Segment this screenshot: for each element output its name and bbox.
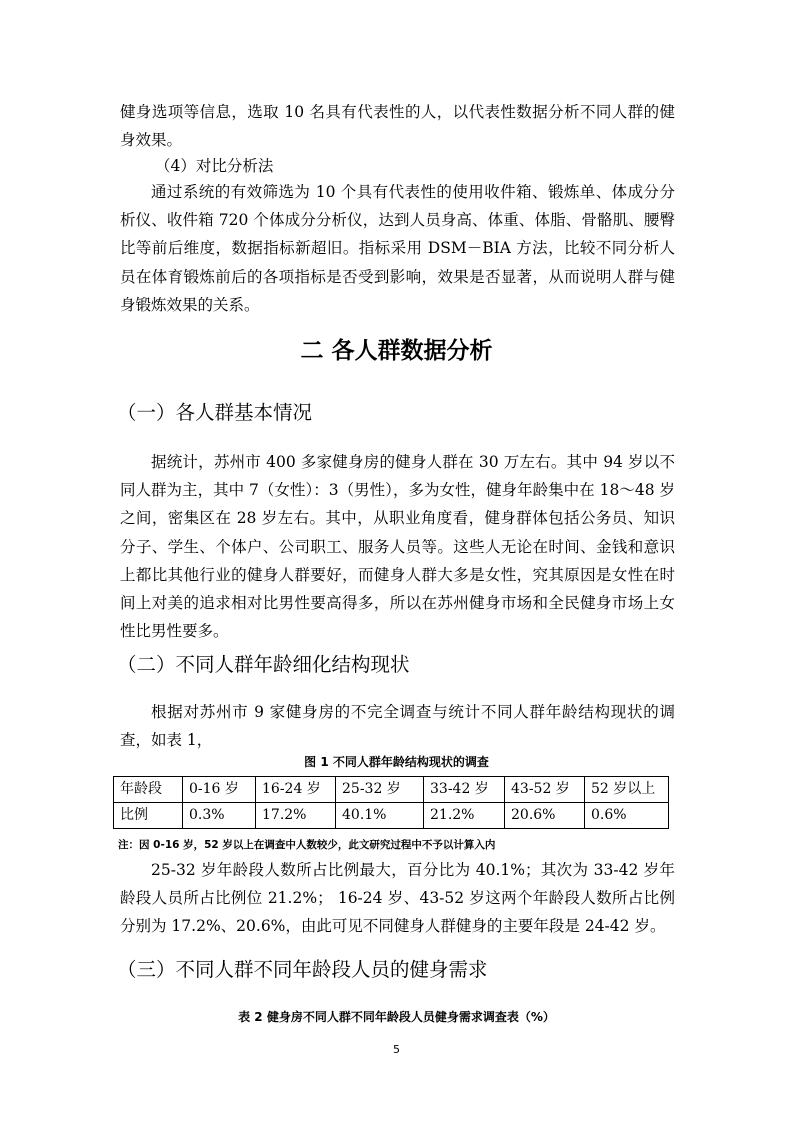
table-cell: 33-42 岁 (424, 777, 505, 803)
table-cell: 16-24 岁 (256, 777, 336, 803)
table-note: 注：因 0-16 岁，52 岁以上在调查中人数较少，此文研究过程中不予以计算入内 (118, 839, 496, 851)
table-cell: 0-16 岁 (183, 777, 256, 803)
table-row-label: 年龄段 (114, 777, 183, 803)
table-cell: 40.1% (336, 803, 424, 829)
chapter-title: 二 各人群数据分析 (300, 338, 493, 364)
table-cell: 21.2% (424, 803, 505, 829)
table-header-row (114, 777, 669, 803)
intro-paragraph: 健身选项等信息，选取 10 名具有代表性的人，以代表性数据分析不同人群的健身效果。 (120, 103, 675, 150)
table-cell: 17.2% (256, 803, 336, 829)
section3-title: （三）不同人群不同年龄段人员的健身需求 (117, 958, 488, 981)
table-row (114, 803, 669, 829)
method4-title: （4）对比分析法 (155, 157, 274, 175)
section2-title: （二）不同人群年龄细化结构现状 (117, 653, 410, 676)
table-cell: 0.6% (585, 803, 669, 829)
table-cell: 25-32 岁 (336, 777, 424, 803)
figure-caption: 图 1 不同人群年龄结构现状的调查 (304, 755, 489, 769)
method4-paragraph: 通过系统的有效筛选为 10 个具有代表性的使用收件箱、锻炼单、体成分分析仪、收件箱 720 个体成分分析仪，达到人员身高、体重、体脂、骨骼肌、腰臀比等前后维度，数据指标新超旧。指标采用 DSM－BIA 方法，比较不同分析人员在体育锻炼前后的各项指标是否受到影响，效果是否显著，从而说明人群与健身锻炼效果的关系。 (120, 183, 675, 314)
table-cell: 0.3% (183, 803, 256, 829)
table-cell: 20.6% (505, 803, 585, 829)
table-row-label: 比例 (114, 803, 183, 829)
section1-title: （一）各人群基本情况 (117, 401, 313, 424)
age-structure-table (113, 776, 669, 829)
table2-caption: 表 2 健身房不同人群不同年龄段人员健身需求调查表（%） (238, 1010, 555, 1024)
page-number: 5 (393, 1043, 400, 1056)
analysis-paragraph: 25-32 岁年龄段人数所占比例最大，百分比为 40.1%；其次为 33-42 岁年龄段人员所占比例位 21.2%； 16-24 岁、43-52 岁这两个年龄段人数所占比例分别为 17.2%、20.6%，由此可见不同健身人群健身的主要年段是 24-42 岁。 (120, 861, 675, 936)
section2-paragraph: 根据对苏州市 9 家健身房的不完全调查与统计不同人群年龄结构现状的调查，如表 1， (120, 703, 675, 750)
table-cell: 52 岁以上 (585, 777, 669, 803)
table-cell: 43-52 岁 (505, 777, 585, 803)
section1-paragraph: 据统计，苏州市 400 多家健身房的健身人群在 30 万左右。其中 94 岁以不同人群为主，其中 7（女性）：3（男性），多为女性，健身年龄集中在 18～48 岁之间，密集区在 28 岁左右。其中，从职业角度看，健身群体包括公务员、知识分子、学生、个体户、公司职工、服务人员等。这些人无论在时间、金钱和意识上都比其他行业的健身人群要好，而健身人群大多是女性，究其原因是女性在时间上对美的追求相对比男性要高得多，所以在苏州健身市场和全民健身市场上女性比男性要多。 (120, 453, 675, 641)
